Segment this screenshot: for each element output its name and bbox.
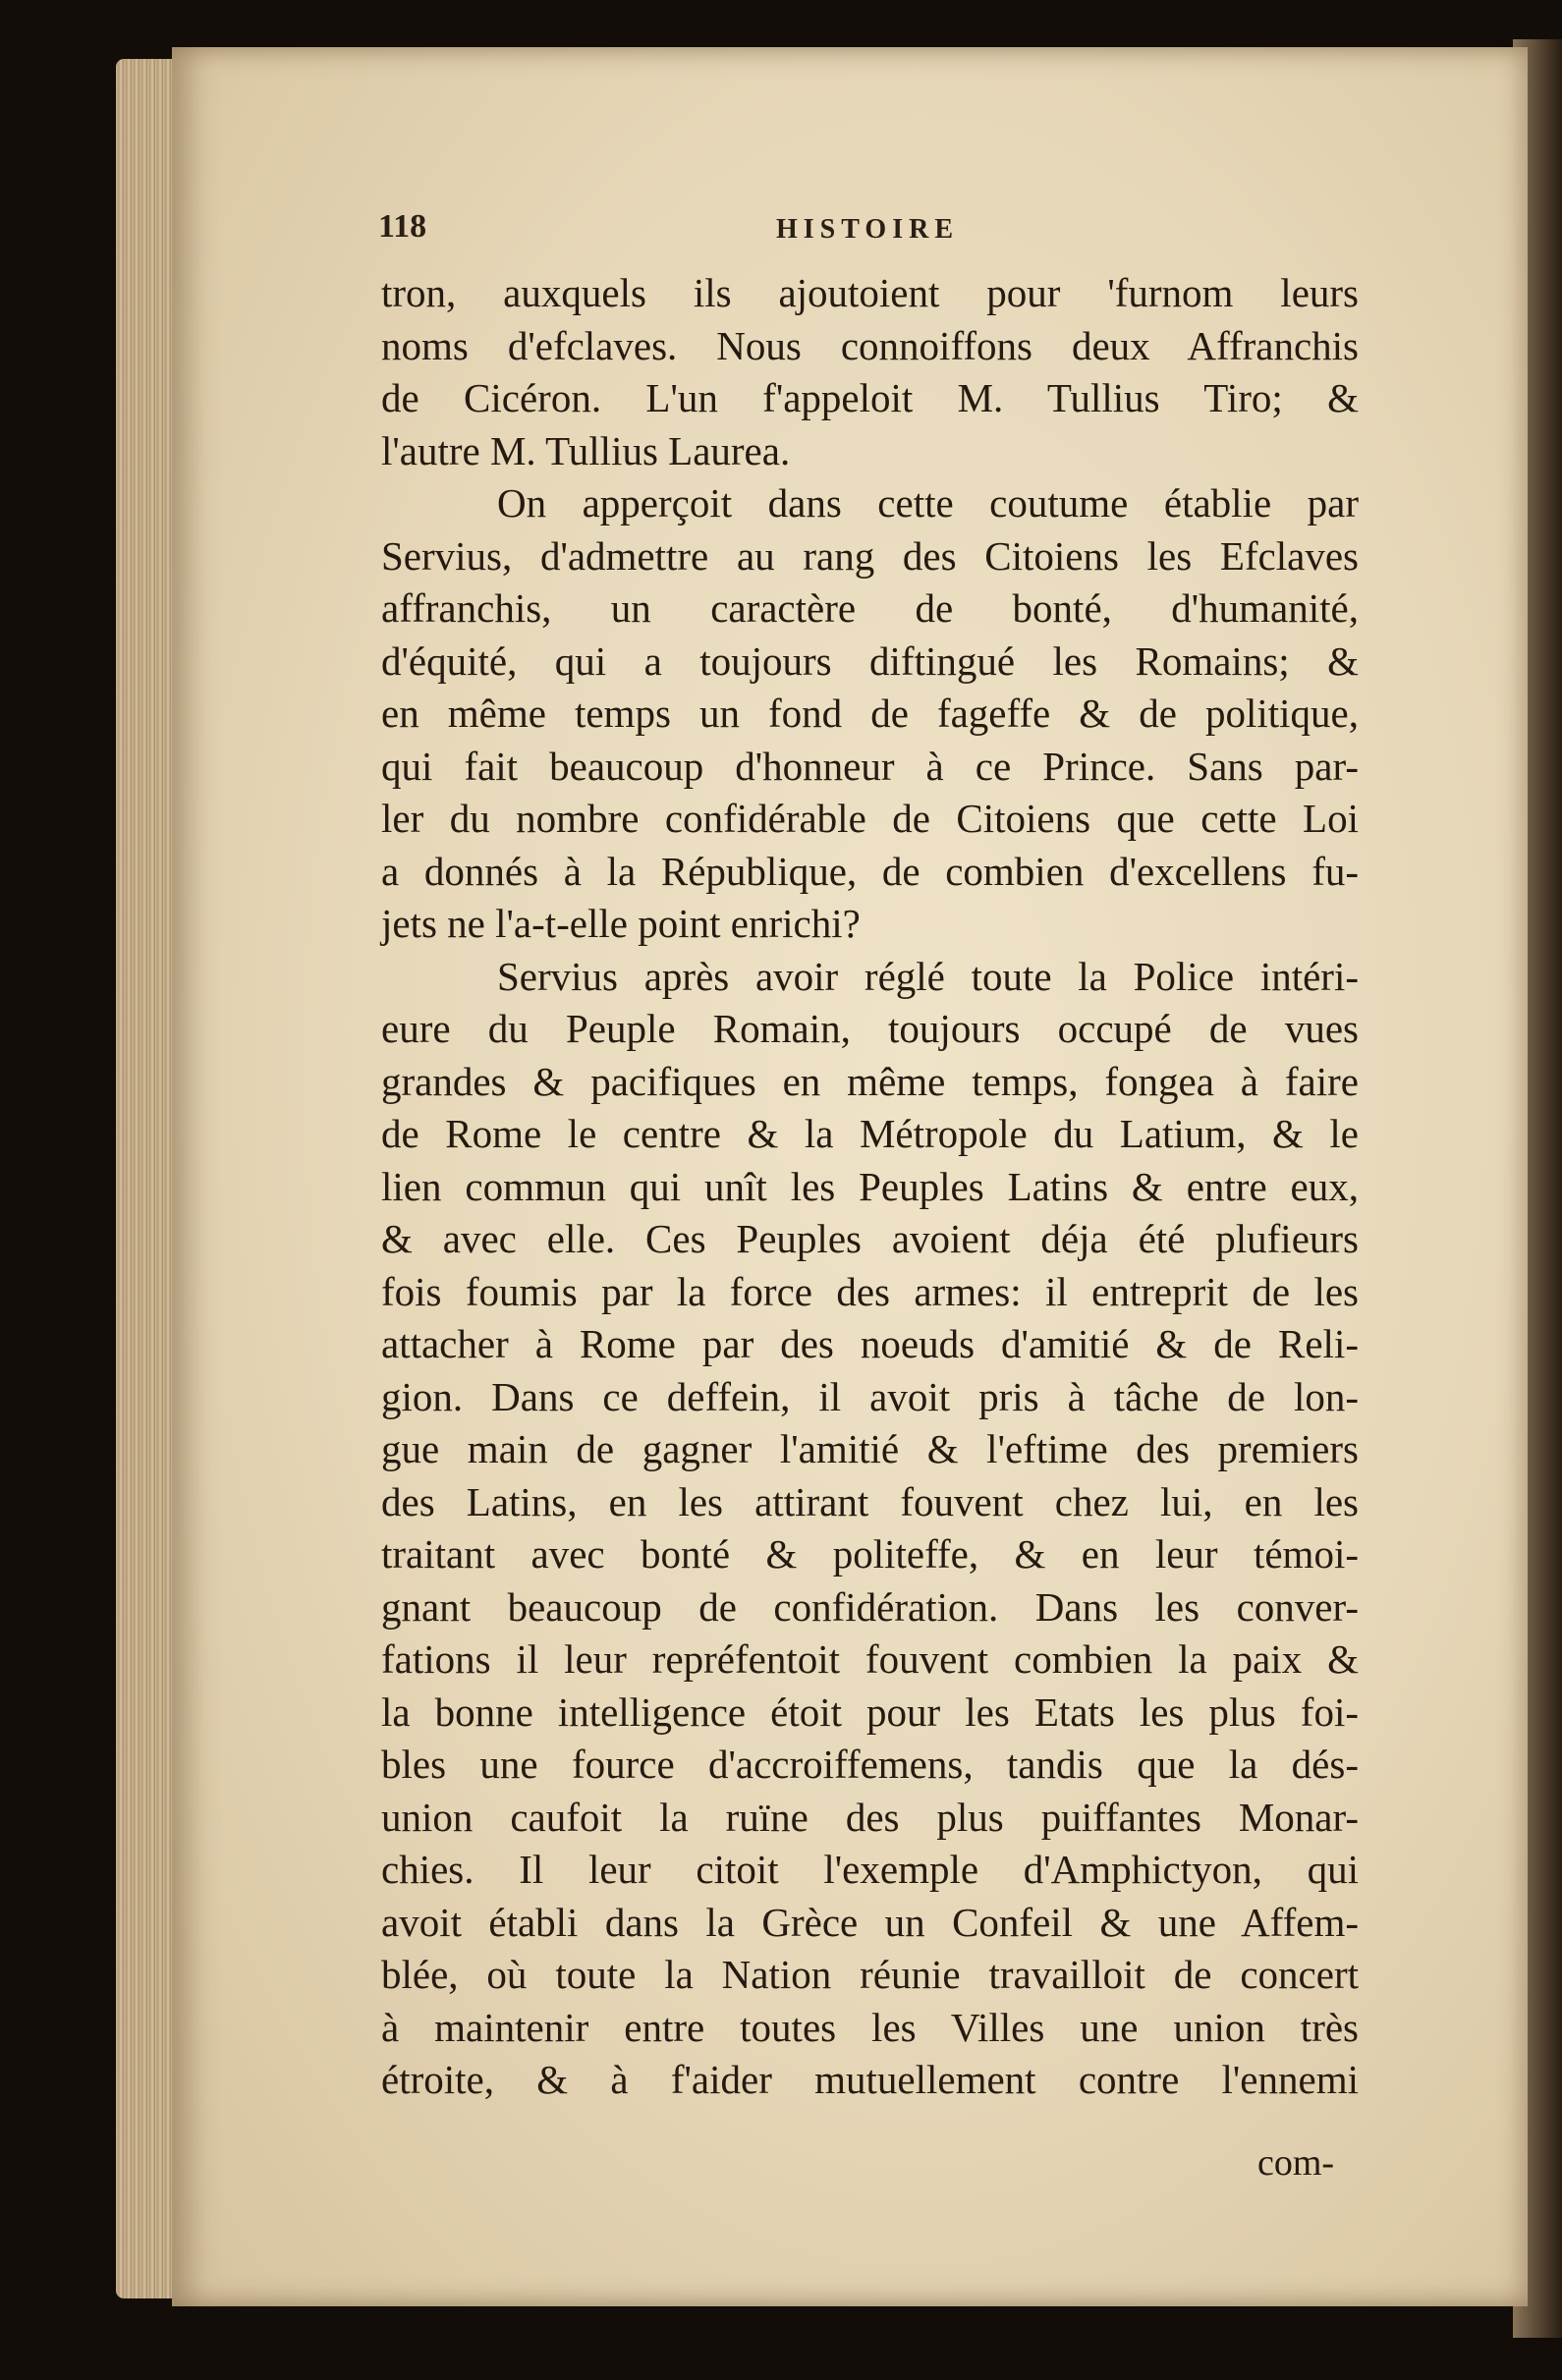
running-head: HISTOIRE [776, 214, 959, 245]
text-line: affranchis, un caractère de bonté, d'humanité, [381, 585, 1359, 631]
text-line: tron, auxquels ils ajoutoient pour 'furnom leurs [381, 270, 1359, 315]
text-line: ler du nombre confidérable de Citoiens que cette Loi [381, 796, 1359, 841]
text-line: la bonne intelligence étoit pour les Etats les plus foi- [381, 1688, 1359, 1735]
text-line: de Rome le centre & la Métropole du Latium, & le [381, 1111, 1359, 1156]
text-line: gnant beaucoup de confidération. Dans les conver- [381, 1583, 1359, 1630]
text-line: avoit établi dans la Grèce un Confeil & une Affem- [381, 1899, 1359, 1945]
text-line: lien commun qui unît les Peuples Latins & entre eux, [381, 1163, 1359, 1209]
text-line: l'autre M. Tullius Laurea. [381, 427, 791, 473]
text-line: blée, où toute la Nation réunie travailloit de concert [381, 1952, 1359, 1997]
body-text [381, 267, 1359, 2107]
text-line: de Cicéron. L'un f'appeloit M. Tullius Tiro; & [381, 375, 1359, 420]
text-line: union caufoit la ruïne des plus puiffantes Monar- [381, 1794, 1359, 1840]
text-line: grandes & pacifiques en même temps, fongea à faire [381, 1058, 1359, 1104]
text-line: étroite, & à f'aider mutuellement contre l'ennemi [381, 2057, 1359, 2102]
catchword: com- [1257, 2142, 1335, 2184]
text-line: bles une fource d'accroiffemens, tandis que la dés- [381, 1742, 1359, 1787]
text-line: gue main de gagner l'amitié & l'eftime des premiers [381, 1426, 1359, 1471]
text-line: en même temps un fond de fageffe & de politique, [381, 691, 1359, 736]
text-line: qui fait beaucoup d'honneur à ce Prince. Sans par- [381, 743, 1359, 789]
text-line: des Latins, en les attirant fouvent chez lui, en les [381, 1478, 1359, 1524]
text-line: Servius après avoir réglé toute la Police intéri- [497, 953, 1359, 999]
text-line: gion. Dans ce deffein, il avoit pris à tâche de lon- [381, 1373, 1359, 1419]
text-line: On apperçoit dans cette coutume établie par [497, 480, 1359, 526]
text-line: eure du Peuple Romain, toujours occupé de vues [381, 1006, 1359, 1051]
text-line: fations il leur repréfentoit fouvent combien la paix & [381, 1636, 1359, 1682]
text-line: d'équité, qui a toujours diftingué les Romains; & [381, 637, 1359, 684]
text-line: Servius, d'admettre au rang des Citoiens les Efclaves [381, 532, 1359, 579]
text-line: fois foumis par la force des armes: il entreprit de les [381, 1268, 1359, 1314]
text-line: noms d'efclaves. Nous connoiffons deux Affranchis [381, 322, 1359, 368]
page-number: 118 [378, 208, 427, 245]
text-line: chies. Il leur citoit l'exemple d'Amphictyon, qui [381, 1847, 1359, 1892]
text-line: jets ne l'a-t-elle point enrichi? [381, 901, 861, 946]
text-line: a donnés à la République, de combien d'excellens fu- [381, 848, 1359, 894]
text-line: & avec elle. Ces Peuples avoient déja été plufieurs [381, 1216, 1359, 1261]
text-line: traitant avec bonté & politeffe, & en leur témoi- [381, 1531, 1359, 1577]
text-line: attacher à Rome par des noeuds d'amitié & de Reli- [381, 1321, 1359, 1366]
text-line: à maintenir entre toutes les Villes une union très [381, 2004, 1359, 2050]
